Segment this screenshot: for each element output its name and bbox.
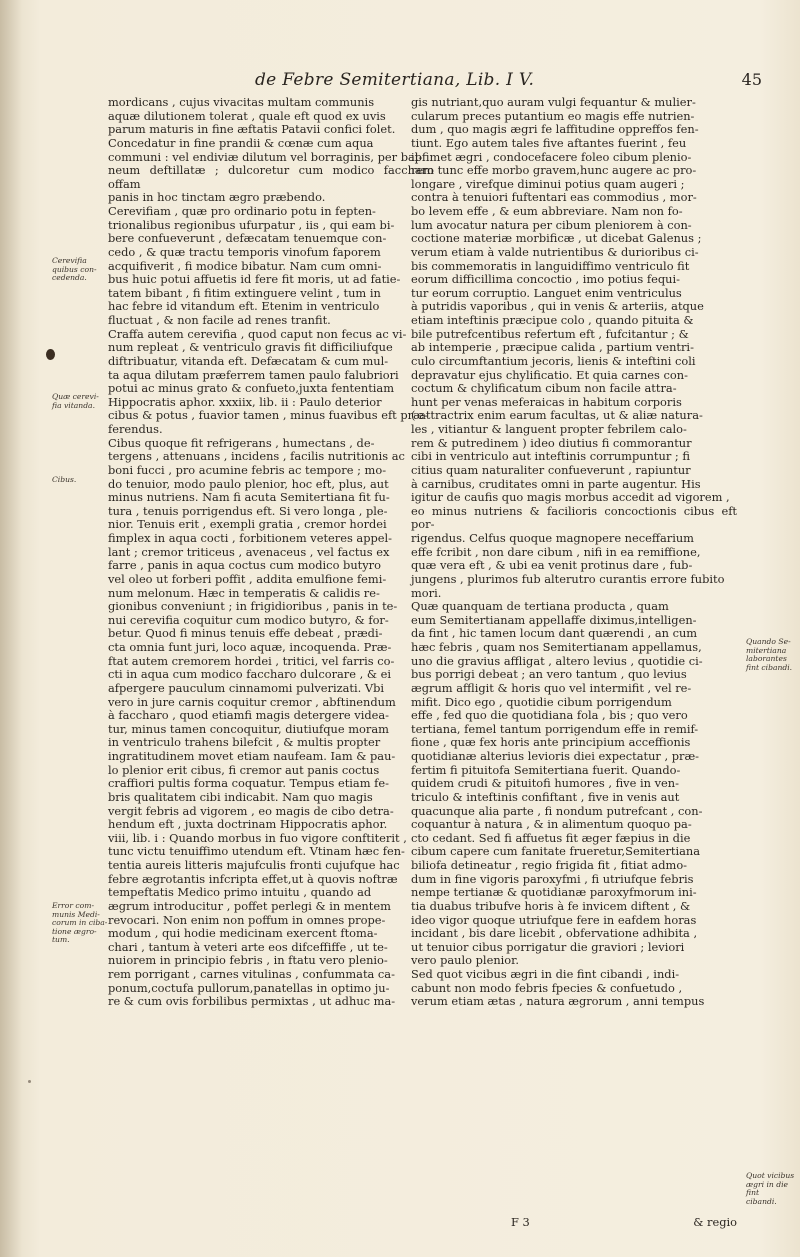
catchword: & regio: [693, 1215, 737, 1229]
right-column-text: gis nutriant,quo auram vulgi fequantur & mulier- cularum preces putantium eo magis effe nutrien- dum , quo magis ægri fe laffitudine oppreffos fen- tiunt. Ego autem tales five aftantes fuerint , feu ipfimet ægri , condocefacere foleo cibum plenio- rem tunc effe morbo gravem,hunc augere ac pro- longare , virefque diminui potius quam augeri ; contra à tenuiori fuftentari eas commodius , mor- bo levem effe , & eum abbreviare. Nam non fo- lum avocatur natura per cibum pleniorem à con- coctione materiæ morbificæ , ut dicebat Galenus ; verum etiam à valde nutrientibus & durioribus ci- bis commemoratis in languidiffimo ventriculo fit eorum difficillima concoctio , imo potius fequi- tur eorum corruptio. Languet enim ventriculus à putridis vaporibus , qui in venis & arteriis, atque etiam inteftinis præcipue colo , quando pituita & bile putrefcentibus refertum eft , fufcitantur ; & ab intemperie , præcipue calida , partium ventri- culo circumftantium jecoris, lienis & inteftini coli depravatur ejus chylificatio. Et quia carnes con- coctum & chylificatum cibum non facile attra- hunt per venas meferaicas in habitum corporis ( attractrix enim earum facultas, ut & aliæ natura- les , vitiantur & languent propter febrilem calo- rem & putredinem ) ideo diutius fi commorantur cibi in ventriculo aut inteftinis corrumpuntur ; fi citius quam naturaliter confueverunt , rapiuntur à carnibus, cruditates omni in parte augentur. His igitur de caufis quo magis morbus accedit ad vigorem , eo minus nutriens & facilioris concoctionis cibus eft por- rigendus. Celfus quoque magnopere neceffarium effe fcribit , non dare cibum , nifi in ea remiffione, quæ vera eft , & ubi ea venit protinus dare , fub- jungens , plurimos fub alterutro curantis errore fubito mori. Quæ quanquam de tertiana producta , quam eum Semitertianam appellaffe diximus,intelligen- da fint , hic tamen locum dant quærendi , an cum hæc febris , quam nos Semitertianam appellamus, uno die gravius affligat , altero levius , quotidie ci- bus porrigi debeat ; an vero tantum , quo levius ægrum affligit & horis quo vel intermifit , vel re- mifit. Dico ego , quotidie cibum porrigendum effe , fed quo die quotidiana fola , bis ; quo vero tertiana, femel tantum porrigendum effe in remif- fione , quæ fex horis ante principium acceffionis quotidianæ alterius levioris diei expectatur , præ- fertim fi pituitofa Semitertiana fuerit. Quando- quidem crudi & pituitofi humores , five in ven- triculo & inteftinis confiftant , five in venis aut quacunque alia parte , fi nondum putrefcant , con- coquantur à natura , & in alimentum quoquo pa- cto cedant. Sed fi affuetus fit æger fæpius in die cibum capere cum fanitate frueretur,Semitertiana biliofa detineatur , regio frigida fit , fitiat admo- dum in fine vigoris paroxyfmi , fi utriufque febris nempe tertianæ & quotidianæ paroxyfmorum ini- tia duabus tribufve horis à fe invicem diftent , & ideo vigor quoque utriufque fere in eafdem horas incidant , bis dare licebit , obfervatione adhibita , ut tenuior cibus porrigatur die graviori ; leviori vero paulo plenior. Sed quot vicibus ægri in die fint cibandi , indi- cabunt non modo febris fpecies & confuetudo , verum etiam ætas , natura ægrorum , anni tempus: [411, 95, 737, 1009]
ink-spot: [28, 1080, 31, 1083]
right-column: [411, 96, 737, 1009]
margin-note-quando: Quando Se- mitertiana laborantes fint cibandi.: [746, 637, 793, 672]
ink-spot: [46, 349, 55, 360]
page-number: 45: [741, 70, 762, 89]
margin-note-error: Error com- munis Medi- corum in ciba- tione ægro- tum.: [52, 901, 108, 945]
page-footer: [411, 1215, 737, 1231]
margin-note-cibus: Cibus.: [52, 475, 77, 484]
margin-note-cerevisia: Cerevifia quibus con- cedenda.: [52, 256, 97, 283]
margin-note-quae-cerevisia: Quæ cerevi- fia vitanda.: [52, 392, 99, 410]
running-title: de Febre Semitertiana, Lib. I V.: [255, 70, 535, 90]
gutter-shadow: [0, 0, 22, 1257]
left-column: [108, 96, 434, 1009]
margin-note-quot: Quot vicibus ægri in die fint cibandi.: [746, 1171, 795, 1206]
page-header: [110, 70, 770, 96]
left-column-text: mordicans , cujus vivacitas multam communis aquæ dilutionem tolerat , quale eft quod ex uvis parum maturis in fine æftatis Patavii confici folet. Concedatur in fine prandii & cœnæ cum aqua communi : vel endiviæ dilutum vel borraginis, per bal- neum deftillatæ ; dulcoretur cum modico faccharo offam panis in hoc tinctam ægro præbendo. Cerevifiam , quæ pro ordinario potu in fepten- trionalibus regionibus ufurpatur , iis , qui eam bi- bere confueverunt , defæcatam tenuemque con- cedo , & quæ tractu temporis vinofum faporem acquifiverit , fi modice bibatur. Nam cum omni- bus huic potui affuetis id fere fit moris, ut ad fatie- tatem bibant , fi fitim extinguere velint , tum in hac febre id vitandum eft. Etenim in ventriculo fluctuat , & non facile ad renes tranfit. Craffa autem cerevifia , quod caput non fecus ac vi- num repleat , & ventriculo gravis fit difficiliufque diftribuatur, vitanda eft. Defæcatam & cum mul- ta aqua dilutam præferrem tamen paulo falubriori potui ac minus grato & confueto,juxta fententiam Hippocratis aphor. xxxiix, lib. ii : Paulo deterior cibus & potus , fuavior tamen , minus fuavibus eft præ- ferendus. Cibus quoque fit refrigerans , humectans , de- tergens , attenuans , incidens , facilis nutritionis ac boni fucci , pro acumine febris ac tempore ; mo- do tenuior, modo paulo plenior, hoc eft, plus, aut minus nutriens. Nam fi acuta Semitertiana fit fu- tura , tenuis porrigendus eft. Si vero longa , ple- nior. Tenuis erit , exempli gratia , cremor hordei fimplex in aqua cocti , forbitionem veteres appel- lant ; cremor triticeus , avenaceus , vel factus ex farre , panis in aqua coctus cum modico butyro vel oleo ut forberi poffit , addita emulfione femi- num melonum. Hæc in temperatis & calidis re- gionibus conveniunt ; in frigidioribus , panis in te- nui cerevifia coquitur cum modico butyro, & for- betur. Quod fi minus tenuis effe debeat , prædi- cta omnia funt juri, loco aquæ, incoquenda. Præ- ftat autem cremorem hordei , tritici, vel farris co- cti in aqua cum modico faccharo dulcorare , & ei afpergere pauculum cinnamomi pulverizati. Vbi vero in jure carnis coquitur cremor , abftinendum à faccharo , quod etiamfi magis detergere videa- tur, minus tamen concoquitur, diutiufque moram in ventriculo trahens bilefcit , & multis propter ingratitudinem movet etiam naufeam. Iam & pau- lo plenior erit cibus, fi cremor aut panis coctus craffiori pultis forma coquatur. Tempus etiam fe- bris qualitatem cibi indicabit. Nam quo magis vergit febris ad vigorem , eo magis de cibo detra- hendum eft , juxta doctrinam Hippocratis aphor. viii, lib. i : Quando morbus in fuo vigore conftiterit , tunc victu tenuiffimo utendum eft. Vtinam hæc fen- tentia aureis litteris majufculis fronti cujufque hac febre ægrotantis infcripta effet,ut à quovis noftræ tempeftatis Medico primo intuitu , quando ad ægrum introducitur , poffet perlegi & in mentem revocari. Non enim non poffum in omnes prope- modum , qui hodie medicinam exercent ftoma- chari , tantum à veteri arte eos difceffiffe , ut te- nuiorem in principio febris , in ftatu vero plenio- rem porrigant , carnes vitulinas , confummata ca- ponum,coctufa pullorum,panatellas in optimo ju- re & cum ovis forbilibus permixtas , ut adhuc ma-: [108, 95, 434, 1009]
signature-mark: F 3: [511, 1215, 530, 1229]
